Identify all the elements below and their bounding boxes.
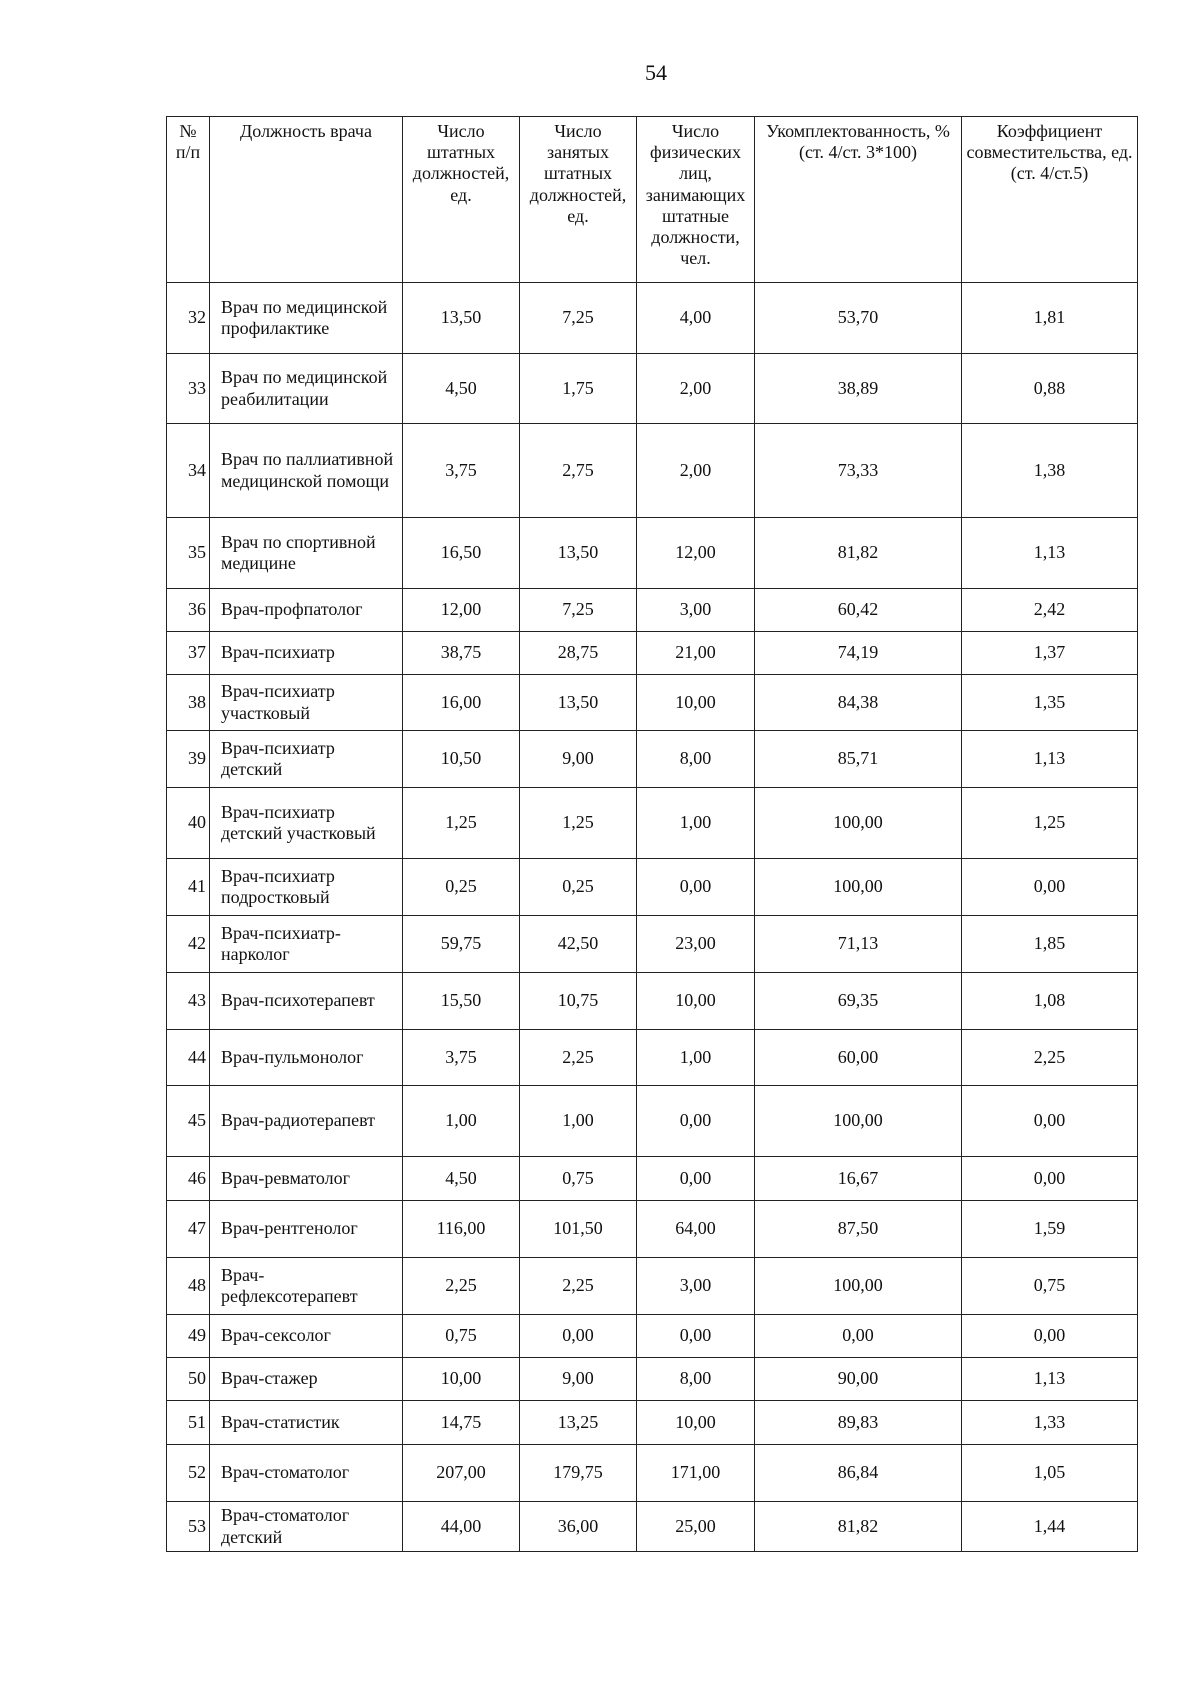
staff-positions-cell: 207,00 <box>403 1445 520 1502</box>
staffing-level-cell: 100,00 <box>755 1086 962 1157</box>
occupied-positions-cell: 0,25 <box>520 859 637 916</box>
column-header-combination-coefficient: Коэффициент совместительства, ед. (ст. 4/ст.5) <box>962 117 1138 283</box>
table-row <box>167 675 1138 731</box>
position-name-cell: Врач-ревматолог <box>210 1157 403 1201</box>
position-name-cell: Врач-пульмонолог <box>210 1030 403 1086</box>
staff-positions-cell: 44,00 <box>403 1502 520 1552</box>
combination-coefficient-cell: 0,75 <box>962 1258 1138 1315</box>
combination-coefficient-cell: 0,00 <box>962 859 1138 916</box>
individuals-cell: 1,00 <box>637 1030 755 1086</box>
row-number-cell: 51 <box>167 1401 210 1445</box>
table-row <box>167 788 1138 859</box>
row-number-cell: 49 <box>167 1315 210 1358</box>
occupied-positions-cell: 13,25 <box>520 1401 637 1445</box>
row-number-cell: 53 <box>167 1502 210 1552</box>
staff-positions-cell: 16,00 <box>403 675 520 731</box>
staffing-level-cell: 53,70 <box>755 283 962 354</box>
position-name-cell: Врач-профпатолог <box>210 589 403 632</box>
occupied-positions-cell: 9,00 <box>520 1358 637 1401</box>
occupied-positions-cell: 13,50 <box>520 518 637 589</box>
combination-coefficient-cell: 1,44 <box>962 1502 1138 1552</box>
staffing-level-cell: 89,83 <box>755 1401 962 1445</box>
occupied-positions-cell: 42,50 <box>520 916 637 973</box>
row-number-cell: 48 <box>167 1258 210 1315</box>
staff-positions-cell: 4,50 <box>403 1157 520 1201</box>
column-header-position: Должность врача <box>210 117 403 283</box>
position-name-cell: Врач-рефлексотерапевт <box>210 1258 403 1315</box>
row-number-cell: 34 <box>167 424 210 518</box>
row-number-cell: 44 <box>167 1030 210 1086</box>
row-number-cell: 42 <box>167 916 210 973</box>
individuals-cell: 171,00 <box>637 1445 755 1502</box>
position-name-cell: Врач-психиатр-нарколог <box>210 916 403 973</box>
individuals-cell: 2,00 <box>637 424 755 518</box>
individuals-cell: 64,00 <box>637 1201 755 1258</box>
occupied-positions-cell: 9,00 <box>520 731 637 788</box>
occupied-positions-cell: 7,25 <box>520 283 637 354</box>
individuals-cell: 3,00 <box>637 589 755 632</box>
table-body <box>167 283 1138 1552</box>
staffing-table <box>166 116 1138 1552</box>
staff-positions-cell: 1,00 <box>403 1086 520 1157</box>
combination-coefficient-cell: 1,13 <box>962 731 1138 788</box>
combination-coefficient-cell: 1,85 <box>962 916 1138 973</box>
individuals-cell: 3,00 <box>637 1258 755 1315</box>
occupied-positions-cell: 1,25 <box>520 788 637 859</box>
row-number-cell: 35 <box>167 518 210 589</box>
row-number-cell: 43 <box>167 973 210 1030</box>
page-number: 54 <box>645 60 667 85</box>
position-name-cell: Врач-сексолог <box>210 1315 403 1358</box>
occupied-positions-cell: 13,50 <box>520 675 637 731</box>
table-row <box>167 518 1138 589</box>
occupied-positions-cell: 2,25 <box>520 1030 637 1086</box>
occupied-positions-cell: 7,25 <box>520 589 637 632</box>
staffing-level-cell: 38,89 <box>755 354 962 424</box>
staffing-level-cell: 60,00 <box>755 1030 962 1086</box>
row-number-cell: 40 <box>167 788 210 859</box>
position-name-cell: Врач по медицинской профилактике <box>210 283 403 354</box>
position-name-cell: Врач-статистик <box>210 1401 403 1445</box>
row-number-cell: 50 <box>167 1358 210 1401</box>
table-row <box>167 1201 1138 1258</box>
table-row <box>167 283 1138 354</box>
combination-coefficient-cell: 1,35 <box>962 675 1138 731</box>
position-name-cell: Врач по паллиативной медицинской помощи <box>210 424 403 518</box>
occupied-positions-cell: 0,00 <box>520 1315 637 1358</box>
combination-coefficient-cell: 1,59 <box>962 1201 1138 1258</box>
staffing-level-cell: 90,00 <box>755 1358 962 1401</box>
row-number-cell: 41 <box>167 859 210 916</box>
position-name-cell: Врач-психиатр детский участковый <box>210 788 403 859</box>
table-row <box>167 1030 1138 1086</box>
individuals-cell: 8,00 <box>637 1358 755 1401</box>
individuals-cell: 23,00 <box>637 916 755 973</box>
staff-positions-cell: 1,25 <box>403 788 520 859</box>
individuals-cell: 10,00 <box>637 675 755 731</box>
staff-positions-cell: 4,50 <box>403 354 520 424</box>
staff-positions-cell: 2,25 <box>403 1258 520 1315</box>
column-header-staff-positions: Число штатных должностей, ед. <box>403 117 520 283</box>
combination-coefficient-cell: 1,37 <box>962 632 1138 675</box>
table-row <box>167 916 1138 973</box>
position-name-cell: Врач-психиатр <box>210 632 403 675</box>
row-number-cell: 45 <box>167 1086 210 1157</box>
staffing-level-cell: 100,00 <box>755 1258 962 1315</box>
combination-coefficient-cell: 1,38 <box>962 424 1138 518</box>
table-row <box>167 632 1138 675</box>
table-header-row <box>167 117 1138 283</box>
table-row <box>167 1258 1138 1315</box>
staffing-level-cell: 60,42 <box>755 589 962 632</box>
staffing-level-cell: 100,00 <box>755 859 962 916</box>
position-name-cell: Врач-психиатр участковый <box>210 675 403 731</box>
position-name-cell: Врач-стоматолог детский <box>210 1502 403 1552</box>
staffing-level-cell: 0,00 <box>755 1315 962 1358</box>
staffing-level-cell: 81,82 <box>755 1502 962 1552</box>
combination-coefficient-cell: 1,08 <box>962 973 1138 1030</box>
staff-positions-cell: 16,50 <box>403 518 520 589</box>
table-row <box>167 1358 1138 1401</box>
table-row <box>167 354 1138 424</box>
combination-coefficient-cell: 1,25 <box>962 788 1138 859</box>
combination-coefficient-cell: 1,05 <box>962 1445 1138 1502</box>
staff-positions-cell: 0,25 <box>403 859 520 916</box>
combination-coefficient-cell: 0,00 <box>962 1086 1138 1157</box>
individuals-cell: 1,00 <box>637 788 755 859</box>
position-name-cell: Врач по спортивной медицине <box>210 518 403 589</box>
staffing-level-cell: 87,50 <box>755 1201 962 1258</box>
table-row <box>167 1445 1138 1502</box>
staffing-level-cell: 73,33 <box>755 424 962 518</box>
table-row <box>167 424 1138 518</box>
staffing-level-cell: 74,19 <box>755 632 962 675</box>
position-name-cell: Врач-стоматолог <box>210 1445 403 1502</box>
column-header-individuals: Число физических лиц, занимающих штатные должности, чел. <box>637 117 755 283</box>
occupied-positions-cell: 10,75 <box>520 973 637 1030</box>
individuals-cell: 0,00 <box>637 859 755 916</box>
staff-positions-cell: 12,00 <box>403 589 520 632</box>
table-row <box>167 589 1138 632</box>
row-number-cell: 47 <box>167 1201 210 1258</box>
occupied-positions-cell: 36,00 <box>520 1502 637 1552</box>
combination-coefficient-cell: 0,00 <box>962 1315 1138 1358</box>
individuals-cell: 2,00 <box>637 354 755 424</box>
individuals-cell: 21,00 <box>637 632 755 675</box>
table-row <box>167 1315 1138 1358</box>
individuals-cell: 0,00 <box>637 1086 755 1157</box>
staff-positions-cell: 10,00 <box>403 1358 520 1401</box>
staff-positions-cell: 59,75 <box>403 916 520 973</box>
position-name-cell: Врач-психотерапевт <box>210 973 403 1030</box>
individuals-cell: 0,00 <box>637 1157 755 1201</box>
staff-positions-cell: 14,75 <box>403 1401 520 1445</box>
occupied-positions-cell: 1,75 <box>520 354 637 424</box>
staffing-level-cell: 85,71 <box>755 731 962 788</box>
combination-coefficient-cell: 0,00 <box>962 1157 1138 1201</box>
row-number-cell: 39 <box>167 731 210 788</box>
position-name-cell: Врач-рентгенолог <box>210 1201 403 1258</box>
staff-positions-cell: 3,75 <box>403 1030 520 1086</box>
combination-coefficient-cell: 1,13 <box>962 518 1138 589</box>
position-name-cell: Врач по медицинской реабилитации <box>210 354 403 424</box>
row-number-cell: 38 <box>167 675 210 731</box>
occupied-positions-cell: 0,75 <box>520 1157 637 1201</box>
column-header-number: № п/п <box>167 117 210 283</box>
staff-positions-cell: 3,75 <box>403 424 520 518</box>
staffing-level-cell: 81,82 <box>755 518 962 589</box>
position-name-cell: Врач-стажер <box>210 1358 403 1401</box>
individuals-cell: 25,00 <box>637 1502 755 1552</box>
staffing-level-cell: 84,38 <box>755 675 962 731</box>
occupied-positions-cell: 101,50 <box>520 1201 637 1258</box>
individuals-cell: 4,00 <box>637 283 755 354</box>
occupied-positions-cell: 2,25 <box>520 1258 637 1315</box>
staffing-level-cell: 69,35 <box>755 973 962 1030</box>
position-name-cell: Врач-радиотерапевт <box>210 1086 403 1157</box>
staff-positions-cell: 15,50 <box>403 973 520 1030</box>
individuals-cell: 8,00 <box>637 731 755 788</box>
staff-positions-cell: 116,00 <box>403 1201 520 1258</box>
staff-positions-cell: 0,75 <box>403 1315 520 1358</box>
individuals-cell: 0,00 <box>637 1315 755 1358</box>
combination-coefficient-cell: 2,42 <box>962 589 1138 632</box>
combination-coefficient-cell: 1,13 <box>962 1358 1138 1401</box>
combination-coefficient-cell: 0,88 <box>962 354 1138 424</box>
row-number-cell: 33 <box>167 354 210 424</box>
position-name-cell: Врач-психиатр подростковый <box>210 859 403 916</box>
table-row <box>167 1401 1138 1445</box>
row-number-cell: 36 <box>167 589 210 632</box>
staff-positions-cell: 38,75 <box>403 632 520 675</box>
row-number-cell: 52 <box>167 1445 210 1502</box>
staffing-level-cell: 16,67 <box>755 1157 962 1201</box>
table-row <box>167 731 1138 788</box>
individuals-cell: 12,00 <box>637 518 755 589</box>
combination-coefficient-cell: 1,81 <box>962 283 1138 354</box>
occupied-positions-cell: 1,00 <box>520 1086 637 1157</box>
individuals-cell: 10,00 <box>637 973 755 1030</box>
staff-positions-cell: 13,50 <box>403 283 520 354</box>
staffing-level-cell: 100,00 <box>755 788 962 859</box>
row-number-cell: 32 <box>167 283 210 354</box>
combination-coefficient-cell: 1,33 <box>962 1401 1138 1445</box>
position-name-cell: Врач-психиатр детский <box>210 731 403 788</box>
individuals-cell: 10,00 <box>637 1401 755 1445</box>
table-row <box>167 1502 1138 1552</box>
column-header-staffing-level: Укомплектованность, % (ст. 4/ст. 3*100) <box>755 117 962 283</box>
row-number-cell: 46 <box>167 1157 210 1201</box>
column-header-occupied-positions: Число занятых штатных должностей, ед. <box>520 117 637 283</box>
staffing-level-cell: 86,84 <box>755 1445 962 1502</box>
occupied-positions-cell: 179,75 <box>520 1445 637 1502</box>
staffing-level-cell: 71,13 <box>755 916 962 973</box>
staff-positions-cell: 10,50 <box>403 731 520 788</box>
table-row <box>167 859 1138 916</box>
occupied-positions-cell: 28,75 <box>520 632 637 675</box>
table-row <box>167 1086 1138 1157</box>
occupied-positions-cell: 2,75 <box>520 424 637 518</box>
row-number-cell: 37 <box>167 632 210 675</box>
table-row <box>167 1157 1138 1201</box>
table-row <box>167 973 1138 1030</box>
combination-coefficient-cell: 2,25 <box>962 1030 1138 1086</box>
